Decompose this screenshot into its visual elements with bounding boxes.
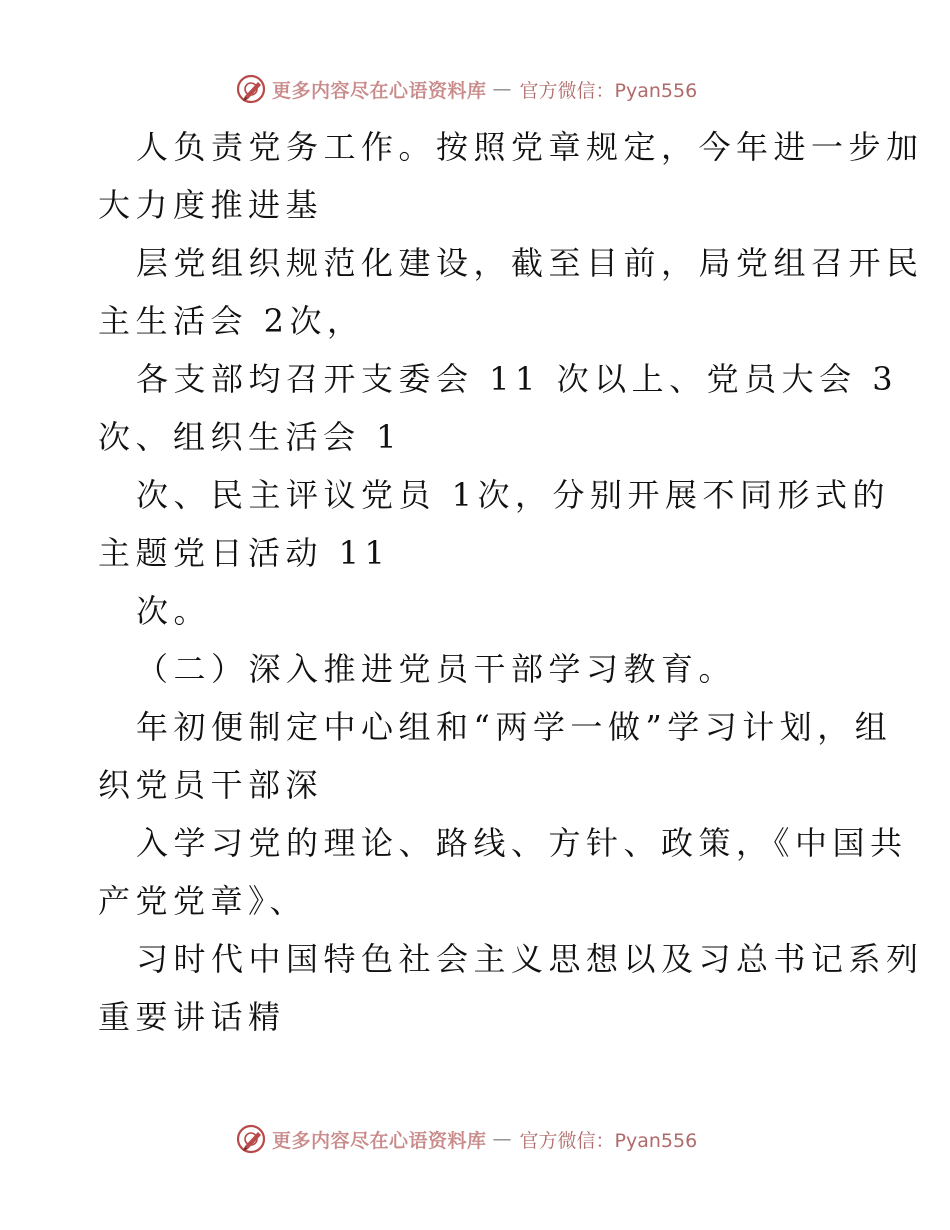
text-line: 人负责党务工作。按照党章规定，今年进一步加 <box>136 128 924 166</box>
header-watermark <box>236 72 697 106</box>
text-line: 年初便制定中心组和“两学一做”学习计划，组 <box>136 708 893 746</box>
pen-logo-icon <box>236 1124 266 1154</box>
watermark-text: 更多内容尽在心语资料库 <box>272 1129 487 1152</box>
text-line: 大力度推进基 <box>98 186 324 224</box>
pen-logo-icon <box>236 74 266 104</box>
watermark-text: 更多内容尽在心语资料库 <box>272 79 487 102</box>
text-line: 入学习党的理论、路线、方针、政策，《中国共 <box>136 824 908 862</box>
text-line: 次、组织生活会 1 <box>98 418 403 456</box>
document-body <box>98 118 924 1046</box>
footer-watermark <box>236 1122 697 1156</box>
text-line: 习时代中国特色社会主义思想以及习总书记系列 <box>136 940 924 978</box>
text-line: 重要讲话精 <box>98 998 286 1036</box>
text-line: 产党党章》、 <box>98 882 308 920</box>
watermark-separator: — <box>492 78 514 100</box>
text-line: 主生活会 2次， <box>98 302 365 340</box>
watermark-account: 官方微信：Pyan556 <box>519 1129 698 1152</box>
text-line: 主题党日活动 11 <box>98 534 391 572</box>
watermark-account: 官方微信：Pyan556 <box>519 79 698 102</box>
watermark-separator: — <box>492 1128 514 1150</box>
text-line: 各支部均召开支委会 11 次以上、党员大会 3 <box>136 360 899 398</box>
text-line: 层党组织规范化建设，截至目前，局党组召开民 <box>136 244 924 282</box>
text-line: 次。 <box>136 592 212 630</box>
text-line: 次、民主评议党员 1次，分别开展不同形式的 <box>136 476 891 514</box>
section-heading: （二）深入推进党员干部学习教育。 <box>136 650 737 688</box>
text-line: 织党员干部深 <box>98 766 324 804</box>
